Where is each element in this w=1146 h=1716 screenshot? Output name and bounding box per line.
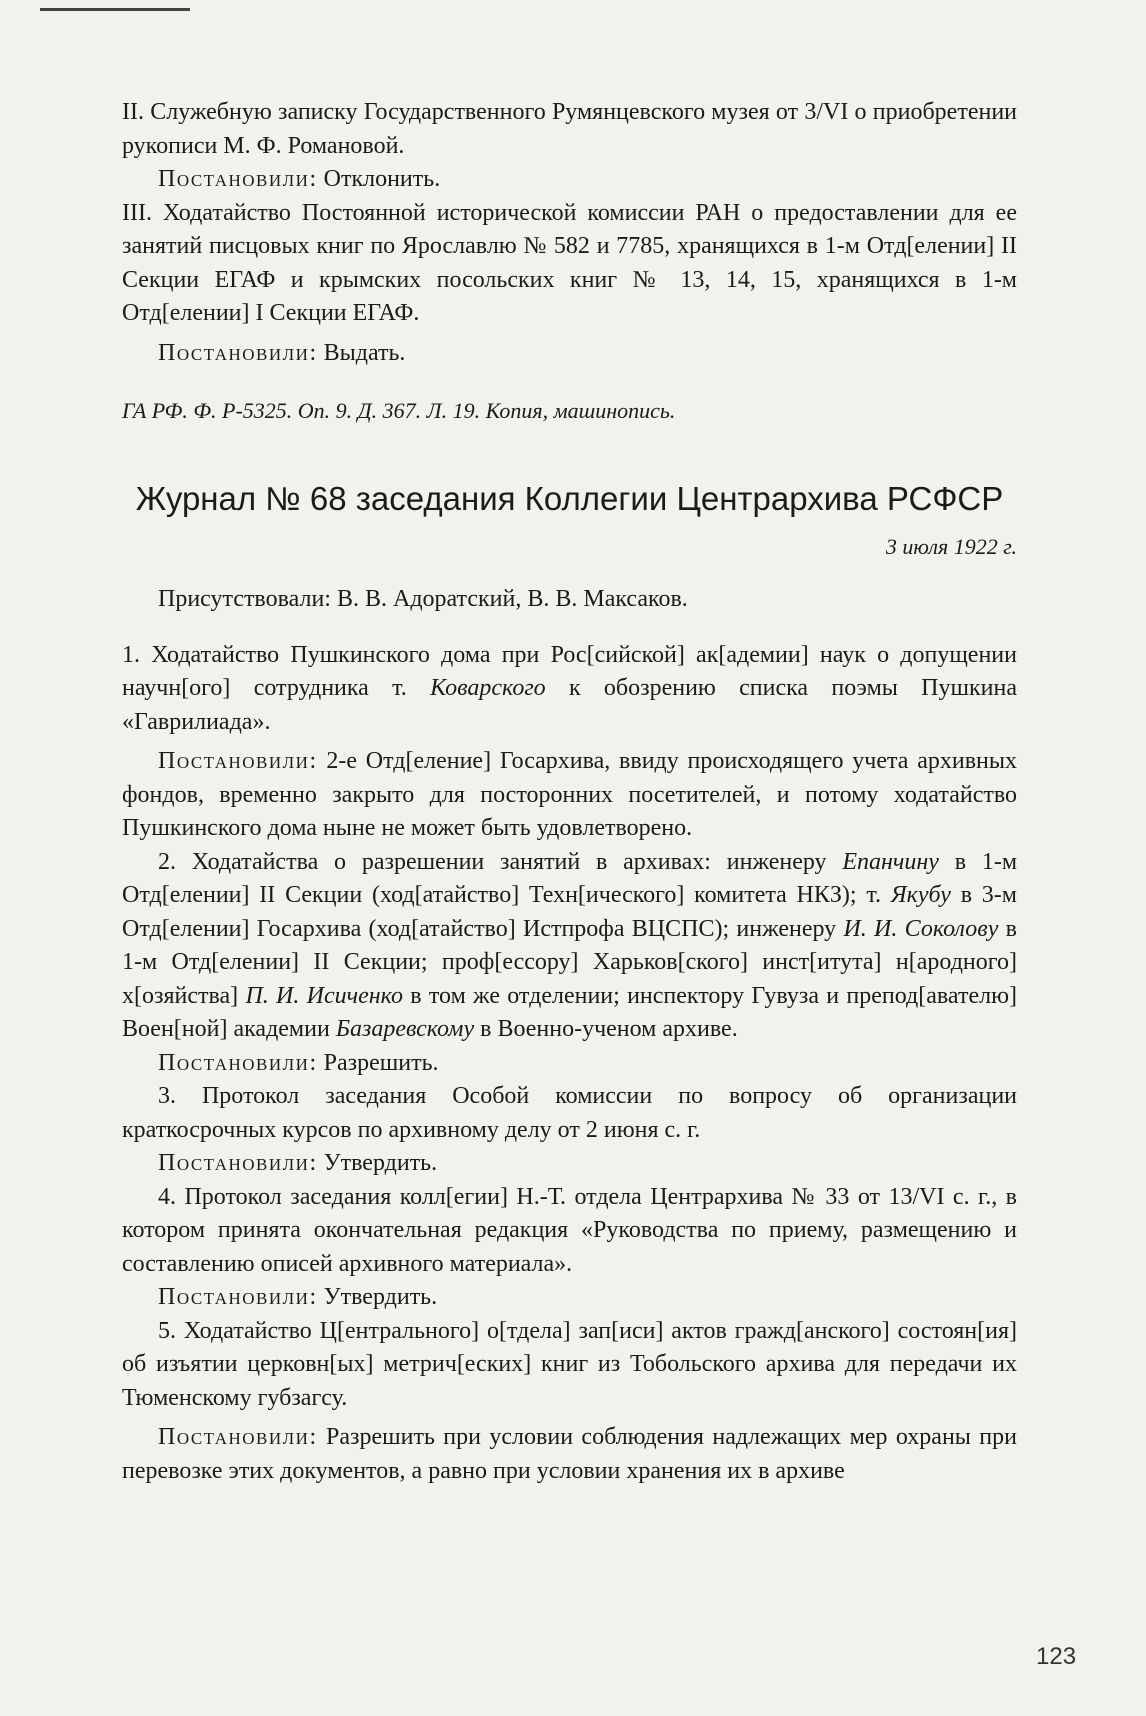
agenda-item-2: 2. Ходатайства о разрешении занятий в архивах: инженеру Епанчину в 1-м Отд[елении] II Секции (ход[атайство] Техн[ического] комитета НКЗ); т. Якубу в 3-м Отд[елении] Госархива (ход[атайство] Истпрофа ВЦСПС); инженеру И. И. Соколову в 1-м Отд[елении] II Секции; проф[ессору] Харьков[ского] инст[итута] н[ародного] х[озяйства] П. И. Исиченко в том же отделении; инспектору Гувуза и препод[авателю] Воен[ной] академии Базаревскому в Военно-ученом архиве.	[122, 848, 1018, 1042]
decision-5: Постановили: Разрешить при условии соблюдения надлежащих мер охраны при перевозке этих документов, а равно при условии хранения их в архиве	[122, 1424, 1017, 1484]
page-body	[122, 96, 1017, 1488]
decision-label: Постановили:	[158, 1424, 318, 1450]
agenda-item-4: 4. Протокол заседания колл[егии] Н.-Т. отдела Центрархива № 33 от 13/VI с. г., в котором принята окончательная редакция «Руководства по приему, размещению и составлению описей архивного материала».	[122, 1183, 1017, 1277]
source-note: ГА РФ. Ф. Р-5325. Оп. 9. Д. 367. Л. 19. Копия, машинопись.	[122, 398, 676, 423]
paragraph-item-ii: II. Служебную записку Государственного Румянцевского музея от 3/VI о приобретении рукописи М. Ф. Романовой.	[122, 99, 1017, 159]
decision-iii: Постановили: Выдать.	[158, 339, 406, 366]
decision-2: Постановили: Разрешить.	[158, 1049, 439, 1076]
top-rule	[40, 8, 190, 11]
page-number: 123	[1036, 1643, 1077, 1670]
decision-label: Постановили:	[158, 1049, 318, 1076]
decision-4: Постановили: Утвердить.	[158, 1284, 438, 1310]
paragraph-item-iii: III. Ходатайство Постоянной исторической комиссии РАН о предоставлении для ее занятий писцовых книг по Ярославлю № 582 и 7785, хранящихся в 1-м Отд[елении] II Секции ЕГАФ и крымских посольских книг № 13, 14, 15, хранящихся в 1-м Отд[елении] I Секции ЕГАФ.	[122, 199, 1017, 326]
decision-label: Постановили:	[158, 339, 318, 366]
section-heading: Журнал № 68 заседания Коллегии Центрархива РСФСР	[135, 479, 1004, 517]
attendees: Присутствовали: В. В. Адоратский, В. В. Максаков.	[158, 586, 688, 612]
agenda-item-1: 1. Ходатайство Пушкинского дома при Рос[сийской] ак[адемии] наук о допущении научн[ого] сотрудника т. Коварского к обозрению списка поэмы Пушкина «Гаврилиада».	[122, 641, 1017, 735]
decision-ii: Постановили: Отклонить.	[158, 166, 441, 192]
agenda-item-3: 3. Протокол заседания Особой комиссии по вопросу об организации краткосрочных курсов по архивному делу от 2 июня с. г.	[122, 1083, 1017, 1143]
decision-1: Постановили: 2-е Отд[еление] Госархива, ввиду происходящего учета архивных фондов, временно закрыто для посторонних посетителей, и потому ходатайство Пушкинского дома ныне не может быть удовлетворено.	[122, 748, 1017, 841]
meeting-date: 3 июля 1922 г.	[885, 533, 1017, 559]
decision-label: Постановили:	[158, 166, 318, 192]
agenda-item-5: 5. Ходатайство Ц[ентрального] о[тдела] зап[иси] актов гражд[анского] состоян[ия] об изъятии церковн[ых] метрич[еских] книг из Тобольского архива для передачи их Тюменскому губзагсу.	[122, 1317, 1017, 1411]
decision-3: Постановили: Утвердить.	[158, 1150, 438, 1176]
decision-label: Постановили:	[158, 1284, 318, 1310]
decision-label: Постановили:	[158, 748, 318, 774]
decision-label: Постановили:	[158, 1150, 318, 1176]
